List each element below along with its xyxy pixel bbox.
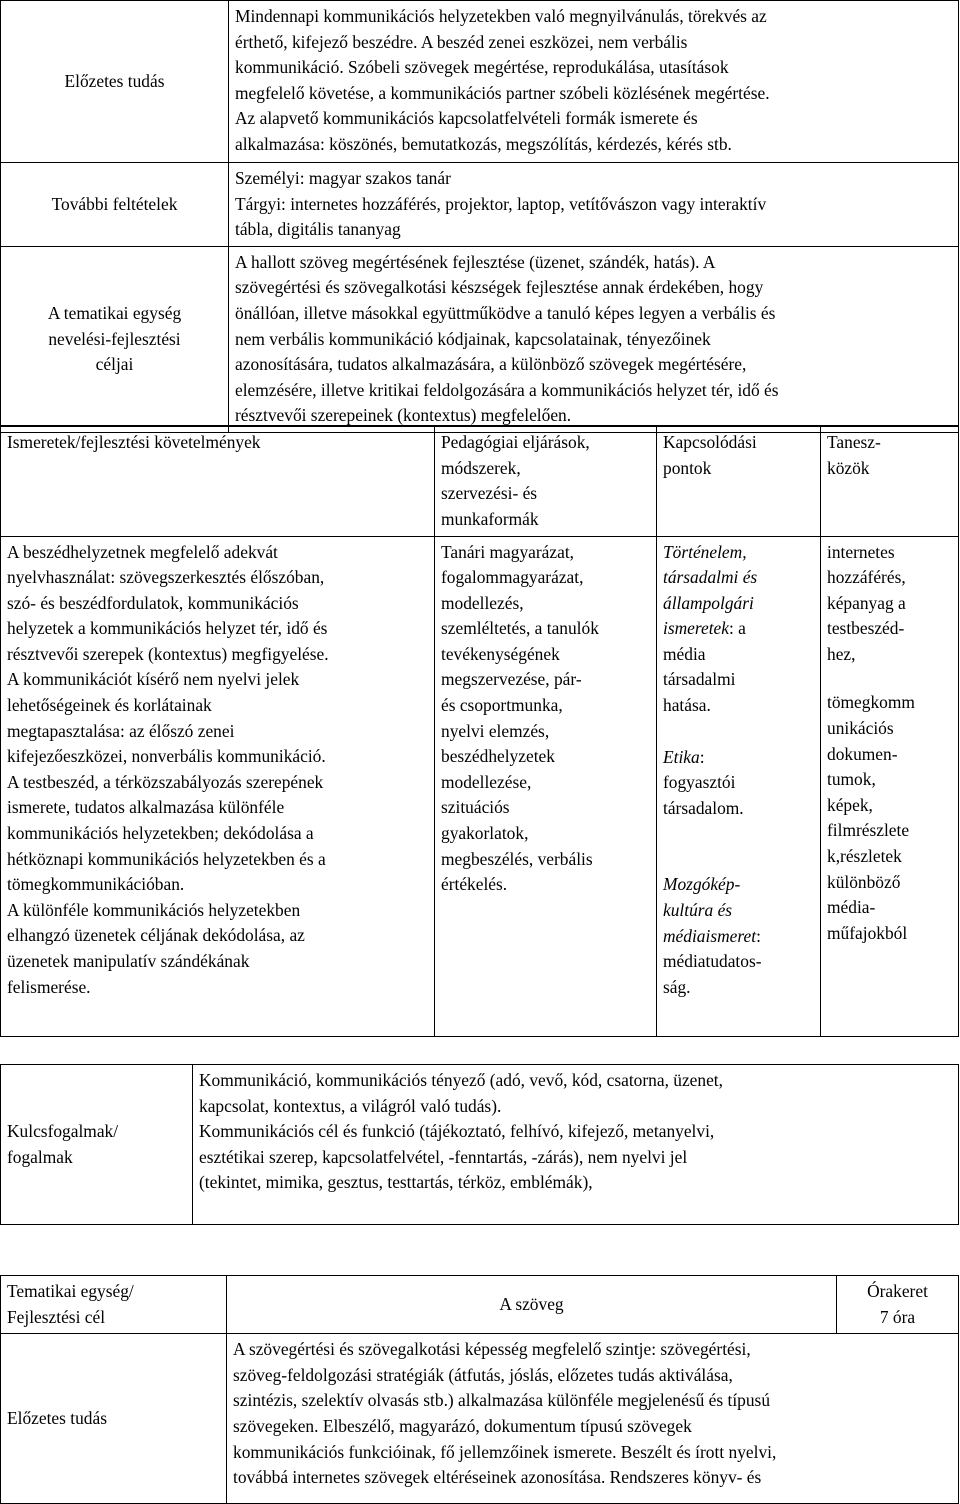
table-row [1, 1334, 959, 1504]
unit-overview-table [0, 0, 959, 433]
connection-ethics [663, 745, 814, 822]
header-methods: Pedagógiai eljárások, módszerek, szervezési- és munkaformák [435, 426, 657, 536]
connection-text-media: médiatudatos- ság. [663, 951, 762, 997]
unit-goals-text: A hallott szöveg megértésének fejlesztése (üzenet, szándék, hatás). A szövegértési és szövegalkotási készségek fejlesztése annak érdekében, hogy önállóan, illetve másokkal együttműködve a tanuló képes legyen a verbális és nem verbális kommunikáció kódjainak, kapcsolatainak, tényezőinek azonosítására, tudatos alkalmazására, a különböző szövegek megértésére, elemzésére, illetve kritikai feldolgozására a kommunikációs helyzet tér, idő és résztvevői szerepeinek (kontextus) megfelelően. [229, 246, 959, 432]
table-row [1, 163, 959, 247]
methods-text: Tanári magyarázat, fogalommagyarázat, modellezés, szemléltetés, a tanulók tevékenységének megszervezése, pár- és csoportmunka, nyelvi elemzés, beszédhelyzetek modellezése, szituációs gyakorlatok, megbeszélés, verbális értékelés. [435, 536, 657, 1036]
prior-label-2: Előzetes tudás [1, 1334, 227, 1504]
table-row [1, 536, 959, 1036]
table-header-row [1, 426, 959, 536]
next-unit-table [0, 1275, 959, 1504]
connection-separator: : [699, 746, 705, 767]
row-label-unit-goals: A tematikai egység nevelési-fejlesztési céljai [1, 246, 229, 432]
tools-text-b: tömegkomm unikációs dokumen- tumok, képek, filmrészlete k,részletek különböző média- műfajokból [827, 692, 915, 943]
header-requirements: Ismeretek/fejlesztési követelmények [1, 426, 435, 536]
unit-label: Tematikai egység/ Fejlesztési cél [1, 1276, 227, 1334]
prior-text-2: A szövegértési és szövegalkotási képesség megfelelő szintje: szövegértési, szöveg-feldolgozási stratégiák (átfutás, jóslás, előzetes tudás aktiválása, szintézis, szelektív olvasás stb.) alkalmazása különféle megjelenésű és típusú szövegeken. Elbeszélő, magyarázó, dokumentum típusú szövegek kommunikációs funkcióinak, fő jellemzőinek ismerete. Beszélt és írott nyelvi, továbbá internetes szövegek eltéréseinek azonosítása. Rendszeres könyv- és [227, 1334, 959, 1504]
further-conditions-text: Személyi: magyar szakos tanár Tárgyi: internetes hozzáférés, projektor, laptop, vetítővászon vagy interaktív tábla, digitális tananyag [229, 163, 959, 247]
header-connections: Kapcsolódási pontok [657, 426, 821, 536]
row-label-prior-knowledge: Előzetes tudás [1, 1, 229, 163]
table-row [1, 1, 959, 163]
connections-cell [657, 536, 821, 1036]
table-row [1, 246, 959, 432]
connection-text-ethics: fogyasztói társadalom. [663, 772, 744, 818]
connection-separator: : a [729, 618, 746, 639]
hours-value: 7 óra [879, 1306, 916, 1327]
connection-subject-ethics: Etika [663, 746, 700, 767]
keywords-text: Kommunikáció, kommunikációs tényező (adó, vevő, kód, csatorna, üzenet, kapcsolat, kontextus, a világról való tudás). Kommunikációs cél és funkció (tájékoztató, felhívó, kifejező, metanyelvi, esztétikai szerep, kapcsolatfelvétel, -fenntartás, -zárás), nem nyelvi jel (tekintet, mimika, gesztus, testtartás, térköz, emblémák), [193, 1065, 959, 1225]
row-label-further-conditions: További feltételek [1, 163, 229, 247]
requirements-table [0, 425, 959, 1037]
tools-text-a: internetes hozzáférés, képanyag a testbeszéd- hez, [827, 541, 906, 664]
header-tools: Tanesz- közök [821, 426, 959, 536]
connection-separator: : [756, 925, 761, 946]
connection-history [663, 540, 814, 719]
requirements-text: A beszédhelyzetnek megfelelő adekvát nyelvhasználat: szövegszerkesztés élőszóban, szó- és beszédfordulatok, kommunikációs helyzetek a kommunikációs helyzet tér, idő és résztvevői szerepek (kontextus) megfigyelése. A kommunikációt kísérő nem nyelvi jelek lehetőségeinek és korlátainak megtapasztalása: az élőszó zenei kifejezőeszközei, nonverbális kommunikáció. A testbeszéd, a térközszabályozás szerepének ismerete, tudatos alkalmazása különféle kommunikációs helyzetekben; dekódolása a hétköznapi kommunikációs helyzetekben és a tömegkommunikációban. A különféle kommunikációs helyzetekben elhangzó üzenetek céljának dekódolása, az üzenetek manipulatív szándékának felismerése. [1, 536, 435, 1036]
hours-cell [837, 1276, 959, 1334]
keywords-table [0, 1064, 959, 1225]
prior-knowledge-text: Mindennapi kommunikációs helyzetekben való megnyilvánulás, törekvés az érthető, kifejező beszédre. A beszéd zenei eszközei, nem verbális kommunikáció. Szóbeli szövegek megértése, reprodukálása, utasítások megfelelő követése, a kommunikációs partner szóbeli közlésének megértése. Az alapvető kommunikációs kapcsolatfelvételi formák ismerete és alkalmazása: köszönés, bemutatkozás, megszólítás, kérdezés, kérés stb. [229, 1, 959, 163]
table-row [1, 1065, 959, 1225]
tools-cell [821, 536, 959, 1036]
connection-subject-media: Mozgókép- kultúra és médiaismeret [663, 874, 757, 946]
hours-label: Órakeret [867, 1281, 928, 1301]
keywords-label: Kulcsfogalmak/ fogalmak [1, 1065, 193, 1225]
unit-title: A szöveg [227, 1276, 837, 1334]
connection-text-history: média társadalmi hatása. [663, 643, 736, 716]
connection-media [663, 872, 814, 1000]
table-row [1, 1276, 959, 1334]
connection-subject-history: Történelem, társadalmi és állampolgári ismeretek [663, 541, 758, 639]
